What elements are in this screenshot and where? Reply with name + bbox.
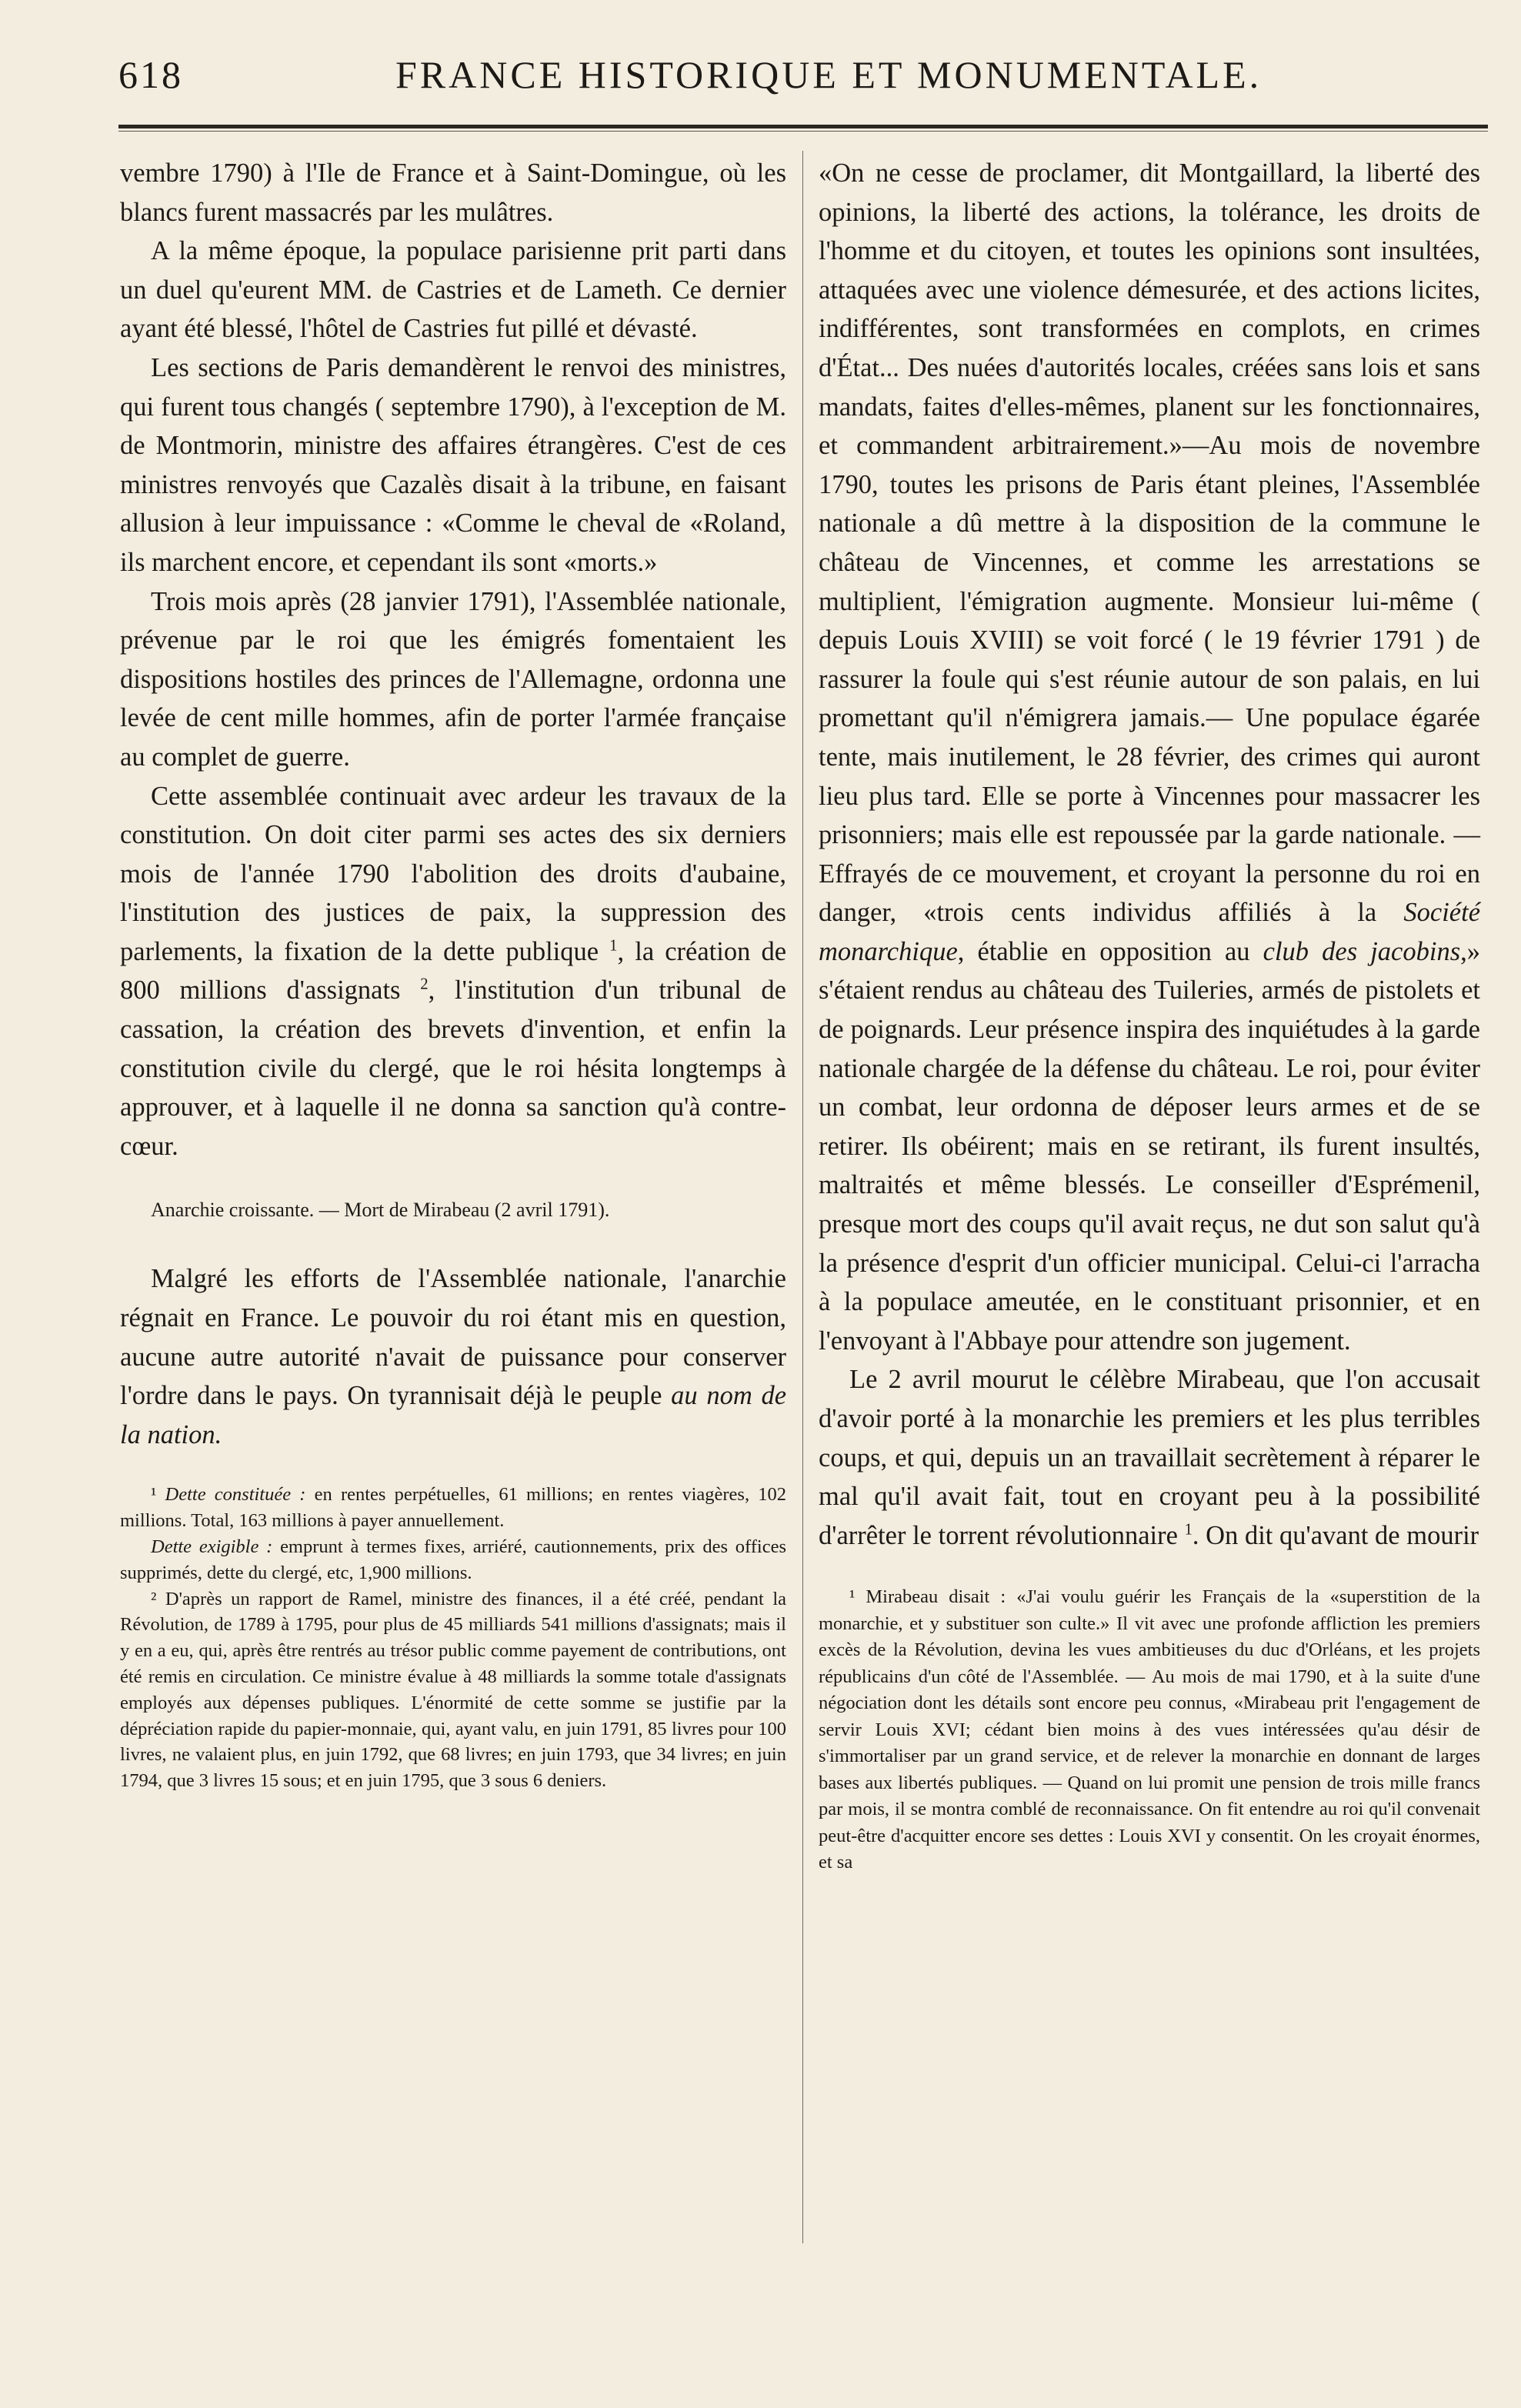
text-run: , l'institution d'un tribunal de cassation, la création des brevets d'invention, et enfin la constitution civile du clergé, que le roi hésita longtemps à approuver, et à laquelle il ne donna sa sanction qu'à contre-cœur. [120,976,786,1161]
section-subheading: Anarchie croissante. — Mort de Mirabeau (2 avril 1791). [151,1199,610,1222]
footnote [120,1586,786,1794]
footnote-text: D'après un rapport de Ramel, ministre des finances, il a été créé, pendant la Révolution, de 1789 à 1795, pour plus de 45 milliards 541 millions d'assignats; mais il y en a eu, qui, après être rentrés au trésor public comme payement de contributions, ont été remis en circulation. Ce ministre évalue à 48 milliards la somme totale d'assignats employés aux dépenses publiques. L'énormité de cette somme se justifie par la dépréciation rapide du papier-monnaie, qui, ayant valu, en juin 1791, 85 livres pour 100 livres, ne valaient plus, en juin 1792, que 68 livres; en juin 1793, que 34 livres; en juin 1794, que 3 livres 15 sous; et en juin 1795, que 3 sous 6 deniers. [120,1588,787,1792]
italic-run: Société monarchique [819,898,1481,966]
text-run: , la création de 800 millions d'assignats [120,936,787,1006]
header-rule-thick [118,125,1488,128]
paragraph [120,1259,786,1454]
paragraph: A la même époque, la populace parisienne prit parti dans un duel qu'eurent MM. de Castries et de Lameth. Ce dernier ayant été blessé, l'hôtel de Castries fut pillé et dévasté. [120,236,786,344]
right-column [819,154,1480,1876]
footnotes-right [819,1584,1480,1876]
paragraph [120,777,786,1166]
text-run: Malgré les efforts de l'Assemblée nationale, l'anarchie régnait en France. Le pouvoir du roi étant mis en question, aucune autre autorité n'avait de puissance pour conserver l'ordre dans le pays. On tyrannisait déjà le peuple [120,1264,786,1411]
text-run: ,» s'étaient rendus au château des Tuileries, armés de pistolets et de poignards. Leur présence inspira des inquiétudes à la garde nationale chargée de la défense du château. Le roi, pour éviter un combat, leur ordonna de déposer leurs armes et de se retirer. Ils obéirent; mais en se retirant, ils furent insultés, maltraités et même blessés. Le conseiller d'Esprémenil, presque mort des coups qu'il avait reçus, ne dut son salut qu'à la présence d'esprit d'un officier municipal. Celui-ci l'arracha à la populace ameutée, en le constituant prisonnier, et en l'envoyant à l'Abbaye pour attendre son jugement. [819,936,1480,1356]
header-rule-thin [118,131,1488,132]
page-number: 618 [118,53,183,96]
footnote-marker: ² [151,1588,157,1609]
footnote-ref[interactable]: 2 [420,976,429,993]
column-divider [802,151,803,2243]
paragraph: Les sections de Paris demandèrent le renvoi des ministres, qui furent tous changés ( septembre 1790), à l'exception de M. de Montmorin, ministre des affaires étrangères. C'est de ces ministres renvoyés que Cazalès disait à la tribune, en faisant allusion à leur impuissance : «Comme le cheval de «Roland, ils marchent encore, et cependant ils sont «morts.» [120,352,786,577]
text-run: Cette assemblée continuait avec ardeur les travaux de la constitution. On doit citer parmi ses actes des six derniers mois de l'année 1790 l'abolition des droits d'aubaine, l'institution des justices de paix, la suppression des parlements, la fixation de la dette publique [120,781,786,966]
paragraph [819,154,1480,1360]
footnote-text: Mirabeau disait : «J'ai voulu guérir les Français de la «superstition de la monarchie, et y substituer son culte.» Il vit avec une profonde affliction les premiers excès de la Révolution, devina les vues ambitieuses du duc d'Orléans, et les projets républicains d'un côté de l'Assemblée. — Au mois de mai 1790, et à la suite d'une négociation dont les détails sont encore peu connus, «Mirabeau prit l'engagement de servir Louis XVI; cédant bien moins à des vues intéressées qu'au désir de s'immortaliser par un grand service, et de relever la monarchie en donnant de larges bases aux libertés publiques. — Quand on lui promit une pension de trois mille francs par mois, il se montra comblé de reconnaissance. On fit entendre au roi qu'il convenait peut-être d'acquitter encore ses dettes : Louis XVI y consentit. On les croyait énormes, et sa [819,1586,1480,1873]
text-run: . On dit qu'avant de mourir [1192,1520,1479,1550]
running-title: FRANCE HISTORIQUE ET MONUMENTALE. [395,53,1262,96]
footnote-text: en rentes perpétuelles, 61 millions; en rentes viagères, 102 millions. Total, 163 millions à payer annuellement. [120,1484,787,1532]
footnote-label: Dette exigible : [151,1536,273,1557]
italic-run: club des jacobins [1262,936,1461,966]
footnote [120,1534,786,1586]
footnote-ref[interactable]: 1 [609,937,618,955]
footnote [819,1584,1480,1876]
footnote-text: emprunt à termes fixes, arriéré, cautionnements, prix des offices supprimés, dette du clergé, etc, 1,900 millions. [120,1536,786,1583]
text-run: , établie en opposition au [957,936,1250,966]
page-header [118,52,1488,106]
footnote-marker: ¹ [849,1586,856,1608]
footnotes-left [120,1482,786,1794]
paragraph: Trois mois après (28 janvier 1791), l'Assemblée nationale, prévenue par le roi que les émigrés fomentaient les dispositions hostiles des princes de l'Allemagne, ordonna une levée de cent mille hommes, afin de porter l'armée française au complet de guerre. [120,586,786,772]
footnote-label: Dette constituée : [165,1484,306,1506]
paragraph [819,1360,1480,1555]
footnote-marker: ¹ [151,1484,157,1506]
footnote [120,1482,786,1534]
paragraph: vembre 1790) à l'Ile de France et à Saint-Domingue, où les blancs furent massacrés par les mulâtres. [120,158,786,227]
italic-run: au nom de la nation. [120,1381,787,1449]
footnote-ref[interactable]: 1 [1184,1521,1192,1539]
left-column [120,154,786,1794]
text-run: «On ne cesse de proclamer, dit Montgaillard, la liberté des opinions, la liberté des actions, la tolérance, les droits de l'homme et du citoyen, et toutes les opinions sont insultées, attaquées avec une violence démesurée, et des actions licites, indifférentes, sont transformées en complots, en crimes d'État... Des nuées d'autorités locales, créées sans lois et sans mandats, faites d'elles-mêmes, planent sur les fonctionnaires, et commandent arbitrairement.»—Au mois de novembre 1790, toutes les prisons de Paris étant pleines, l'Assemblée nationale a dû mettre à la disposition de la commune le château de Vincennes, et comme les arrestations se multiplient, l'émigration augmente. Monsieur lui-même ( depuis Louis XVIII) se voit forcé ( le 19 février 1791 ) de rassurer la foule qui s'est réunie autour de son palais, en lui promettant qu'il n'émigrera jamais.— Une populace égarée tente, mais inutilement, le 28 février, des crimes qui auront lieu plus tard. Elle se porte à Vincennes pour massacrer les prisonniers; mais elle est repoussée par la garde nationale. — Effrayés de ce mouvement, et croyant la personne du roi en danger, «trois cents individus affiliés à la [819,158,1480,928]
text-run: Le 2 avril mourut le célèbre Mirabeau, que l'on accusait d'avoir porté à la monarchie les premiers et les plus terribles coups, et qui, depuis un an travaillait secrètement à réparer le mal qu'il avait fait, tout en croyant peu à la possibilité d'arrêter le torrent révolutionnaire [819,1365,1480,1550]
